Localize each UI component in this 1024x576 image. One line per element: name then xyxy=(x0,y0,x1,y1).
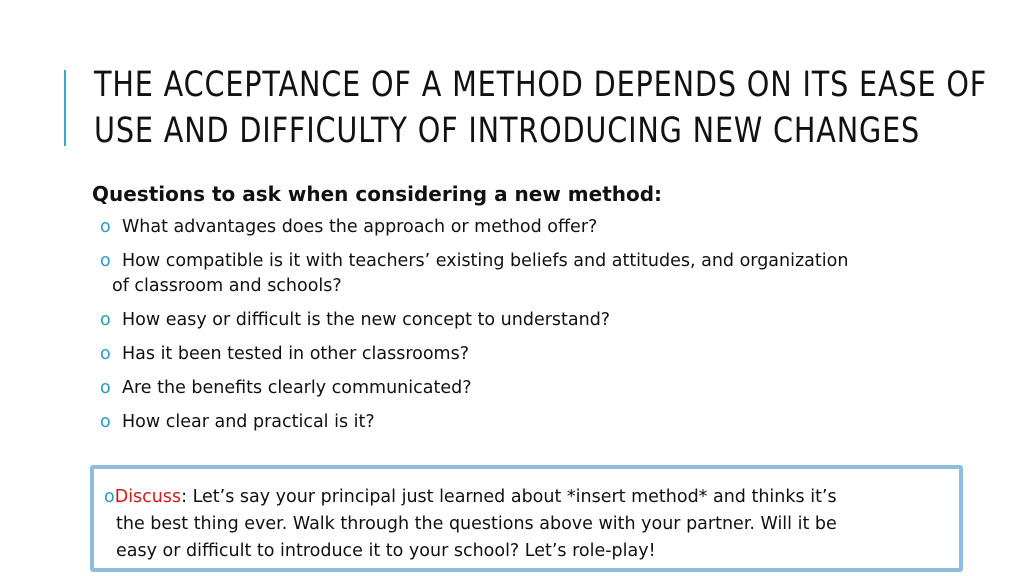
slide-title-line-1: THE ACCEPTANCE OF A METHOD DEPENDS ON ITS EASE OF xyxy=(94,65,988,105)
question-text: How compatible is it with teachers’ existing beliefs and attitudes, and organization of classroom and schools? xyxy=(112,251,849,296)
bullet-circle-icon: o xyxy=(100,217,111,237)
bullet-circle-icon: o xyxy=(104,487,115,507)
bullet-circle-icon: o xyxy=(100,251,111,271)
question-item xyxy=(102,215,862,240)
title-accent-bar xyxy=(64,70,66,146)
bullet-circle-icon: o xyxy=(100,344,111,364)
discuss-line-2: the best thing ever. Walk through the questions above with your partner. Will it be xyxy=(116,514,837,534)
question-text: How easy or difficult is the new concept to understand? xyxy=(122,310,611,330)
bullet-circle-icon: o xyxy=(100,310,111,330)
question-text: Has it been tested in other classrooms? xyxy=(122,344,470,364)
subheading: Questions to ask when considering a new method: xyxy=(92,182,663,206)
discuss-line-1: Let’s say your principal just learned about *insert method* and thinks it’s xyxy=(187,487,837,507)
question-item xyxy=(102,308,862,333)
discuss-line-3: easy or difficult to introduce it to your school? Let’s role-play! xyxy=(116,541,656,561)
question-item xyxy=(102,342,862,367)
bullet-circle-icon: o xyxy=(100,378,111,398)
question-text: How clear and practical is it? xyxy=(122,412,375,432)
slide-title-line-2: USE AND DIFFICULTY OF INTRODUCING NEW CHANGES xyxy=(94,111,921,151)
discuss-label: Discuss xyxy=(114,487,182,507)
slide-title xyxy=(94,62,988,154)
discussion-text xyxy=(104,484,949,565)
question-item xyxy=(102,376,862,401)
questions-list xyxy=(102,215,862,444)
question-text: What advantages does the approach or method offer? xyxy=(122,217,598,237)
bullet-circle-icon: o xyxy=(100,412,111,432)
question-text: Are the benefits clearly communicated? xyxy=(122,378,472,398)
discussion-box xyxy=(90,465,963,572)
question-item xyxy=(102,410,862,435)
question-item xyxy=(102,249,862,299)
discuss-colon: : xyxy=(181,487,188,507)
